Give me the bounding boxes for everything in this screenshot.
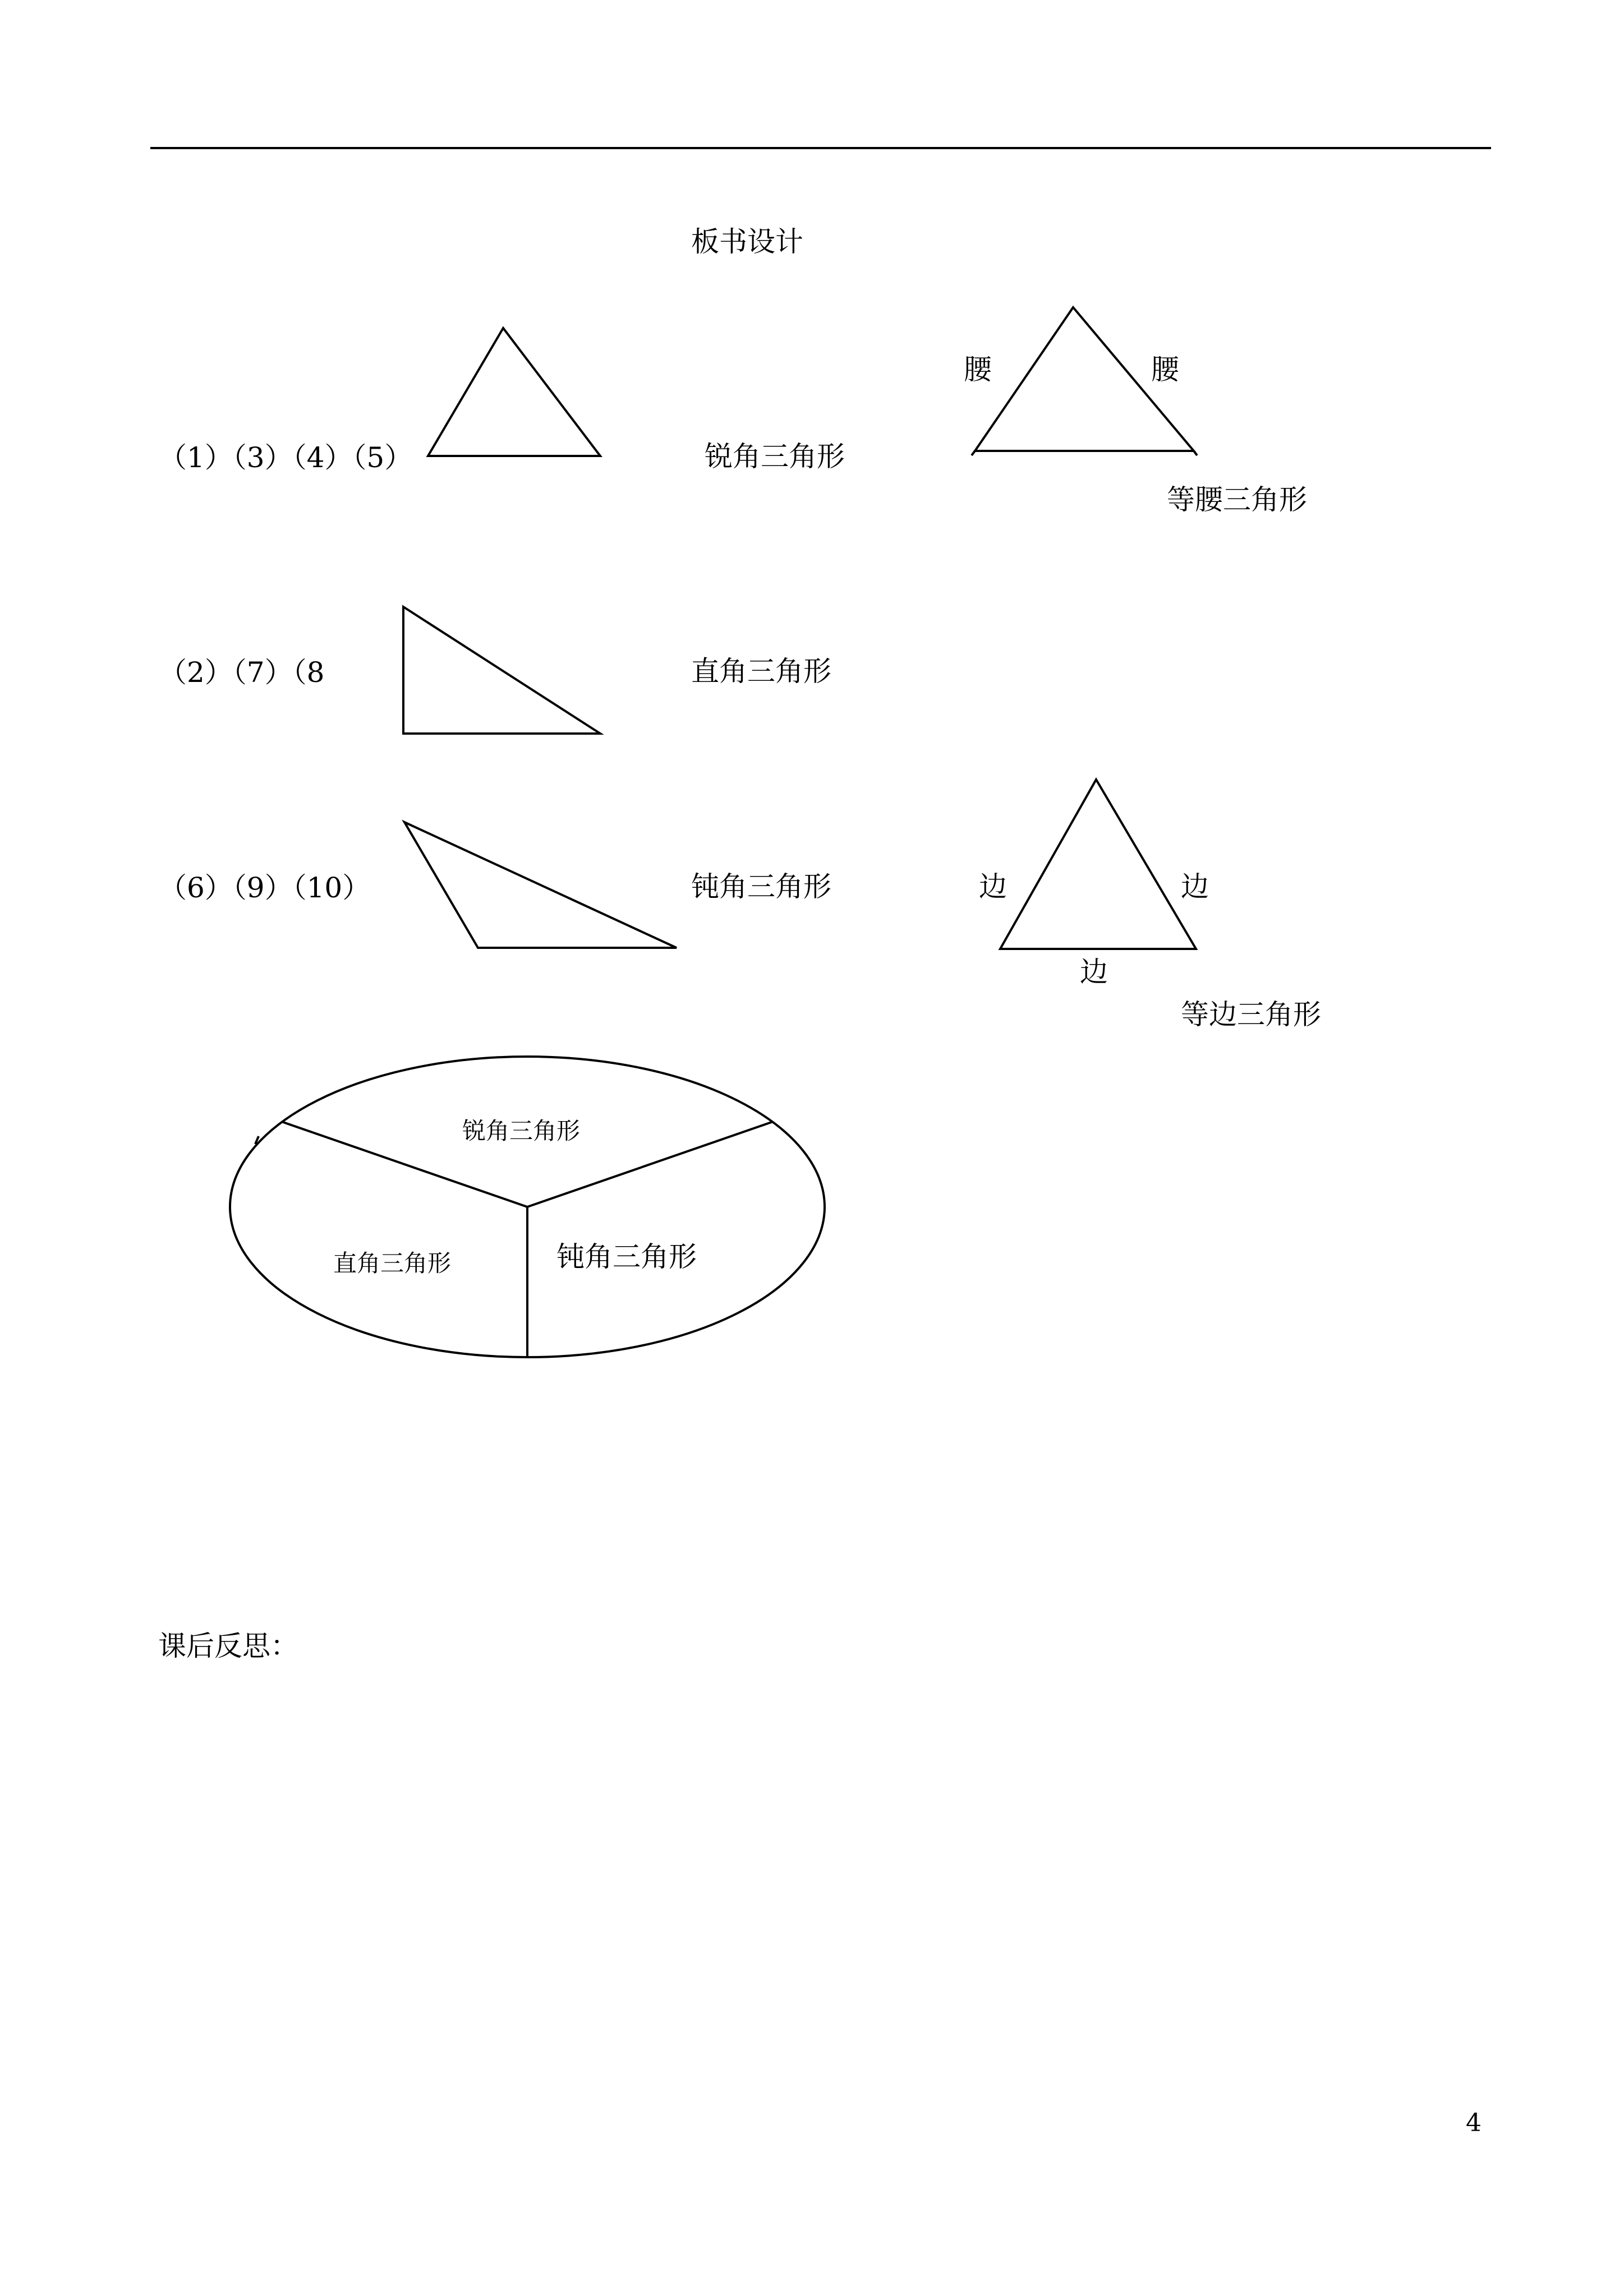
acute-triangle-label: 锐角三角形: [705, 440, 845, 473]
right-triangle-figure: [403, 607, 600, 734]
isosceles-triangle-caption: 等腰三角形: [1167, 483, 1307, 516]
right-triangle-label: 直角三角形: [691, 655, 831, 688]
acute-row-numbers: （1）（3）（4）（5）: [159, 441, 413, 474]
isosceles-left-side-label: 腰: [964, 353, 992, 386]
board-design-title: 板书设计: [691, 225, 803, 258]
isosceles-base-tick-right: [1194, 451, 1197, 455]
equilateral-right-side-label: 边: [1181, 870, 1209, 903]
obtuse-triangle-figure: [404, 822, 677, 948]
reflection-label: 课后反思：: [158, 1630, 298, 1662]
equilateral-triangle-caption: 等边三角形: [1181, 998, 1321, 1031]
isosceles-right-side-label: 腰: [1151, 353, 1179, 386]
venn-acute-label: 锐角三角形: [462, 1117, 581, 1145]
obtuse-triangle-label: 钝角三角形: [691, 870, 831, 903]
right-row-numbers: （2）（7）（8: [159, 656, 325, 689]
page-number: 4: [1466, 2109, 1482, 2137]
venn-obtuse-label: 钝角三角形: [556, 1241, 697, 1273]
equilateral-left-side-label: 边: [979, 870, 1007, 903]
acute-triangle-figure: [428, 328, 600, 456]
obtuse-row-numbers: （6）（9）（10）: [159, 872, 371, 904]
isosceles-base-tick-left: [972, 451, 975, 455]
venn-right-label: 直角三角形: [333, 1250, 452, 1277]
equilateral-triangle-figure: [1000, 780, 1196, 949]
equilateral-bottom-side-label: 边: [1080, 956, 1108, 988]
